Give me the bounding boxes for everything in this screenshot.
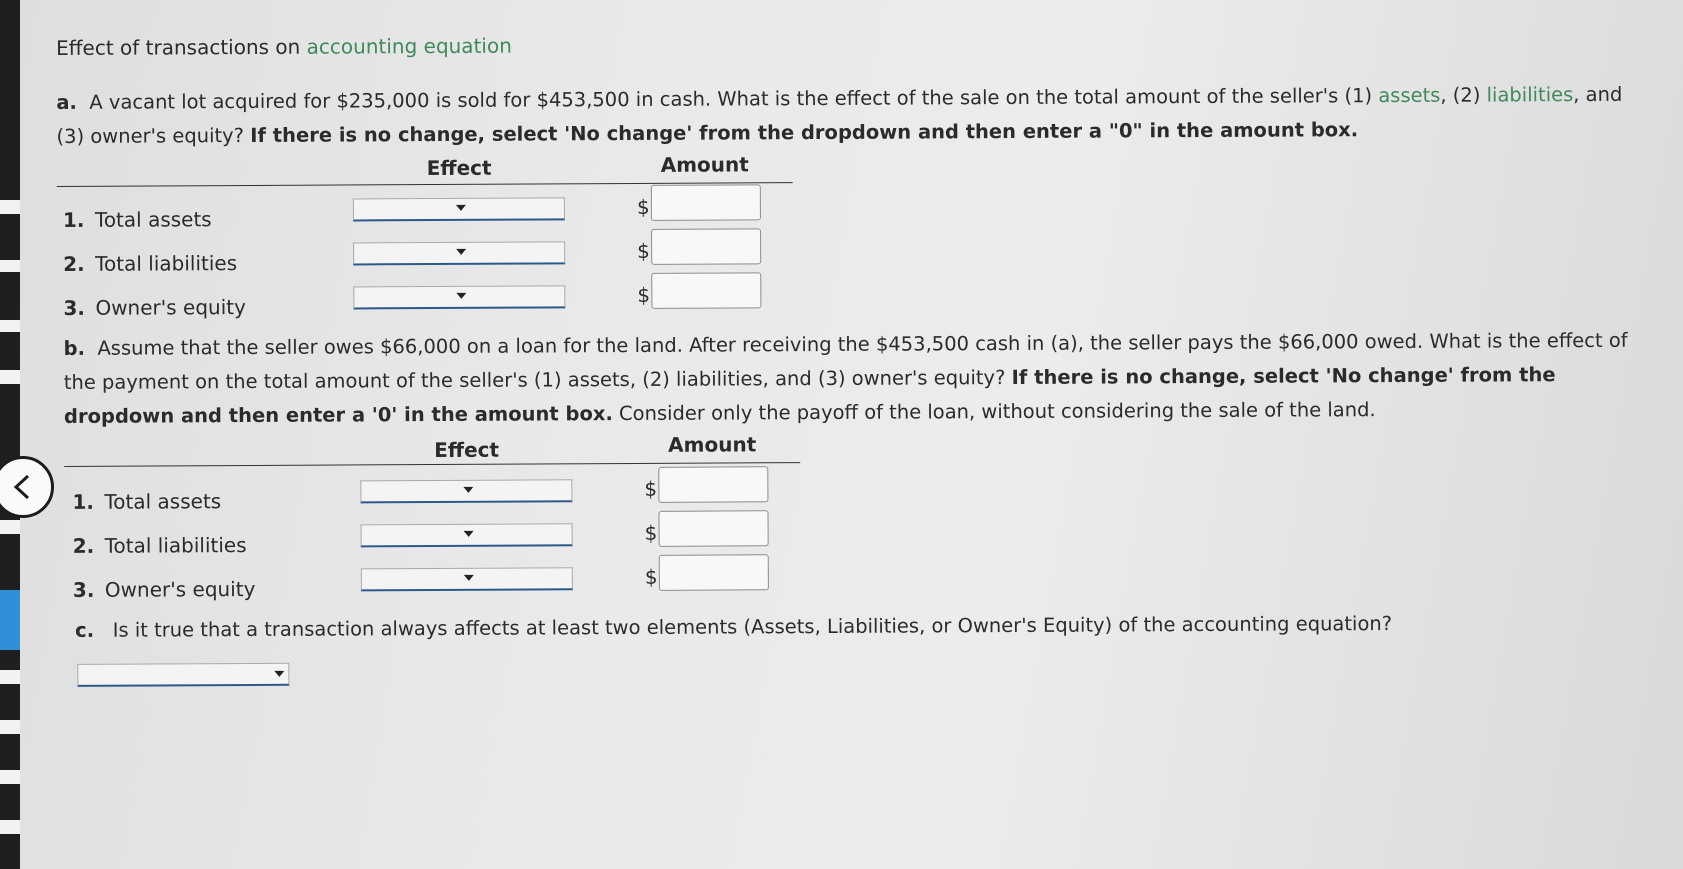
caret-down-icon — [463, 487, 473, 493]
caret-down-icon — [274, 671, 284, 677]
row-b-total-liabilities — [73, 533, 247, 558]
row-number: 1. — [62, 207, 85, 232]
row-number: 3. — [72, 577, 95, 602]
page-title — [56, 34, 512, 60]
currency-symbol: $ — [644, 564, 658, 589]
caret-down-icon — [464, 531, 474, 537]
answer-dropdown-c[interactable] — [77, 663, 289, 687]
row-label: Owner's equity — [95, 295, 246, 320]
part-b-text: Assume that the seller owes $66,000 on a loan for the land. After receiving the $453,500 cash in (a), the seller pays the $66,000 owed. What is the effect of the payment on the total amount of the seller's (1) assets, (2) liabilities, and (3) owner's equity? — [63, 328, 1628, 394]
caret-down-icon — [456, 205, 466, 211]
row-number: 1. — [72, 489, 95, 514]
currency-symbol: $ — [636, 194, 650, 219]
row-b-owners-equity — [73, 577, 256, 602]
row-label: Owner's equity — [104, 576, 256, 602]
part-c-marker: c. — [75, 618, 95, 642]
amount-input-b-equity[interactable] — [659, 554, 769, 591]
row-label: Total liabilities — [104, 533, 247, 558]
assets-link[interactable]: assets — [1378, 83, 1441, 108]
row-a-total-assets — [63, 207, 212, 232]
back-button[interactable] — [0, 456, 54, 518]
part-b-instruction: If there is no change, select 'No change' from the dropdown and then enter a '0' in the amount box. — [63, 363, 1556, 428]
part-a-question — [56, 78, 1636, 154]
part-a-text: A vacant lot acquired for $235,000 is sold for $453,500 in cash. What is the effect of the sale on the total amount of the seller's (1) — [89, 84, 1379, 114]
part-c-text: Is it true that a transaction always affects at least two elements (Assets, Liabilities, or Owner's Equity) of the accounting equation? — [112, 612, 1393, 642]
currency-symbol: $ — [644, 520, 658, 545]
part-a-marker: a. — [56, 90, 77, 114]
accounting-equation-link[interactable]: accounting equation — [306, 33, 512, 59]
left-edge-strip — [0, 0, 20, 869]
amount-input-a-liabilities[interactable] — [651, 228, 761, 265]
caret-down-icon — [456, 249, 466, 255]
currency-symbol: $ — [637, 282, 651, 307]
amount-input-a-assets[interactable] — [651, 184, 761, 221]
row-number: 2. — [63, 251, 85, 276]
title-text: Effect of transactions on — [56, 34, 307, 60]
effect-dropdown-b-assets[interactable] — [360, 479, 572, 503]
effect-dropdown-a-assets[interactable] — [353, 197, 565, 221]
part-a-text-end: , and (3) owner's equity? — [56, 82, 1623, 148]
part-b-marker: b. — [63, 336, 86, 360]
amount-input-b-liabilities[interactable] — [658, 510, 768, 547]
effect-dropdown-b-equity[interactable] — [361, 567, 573, 591]
effect-dropdown-a-equity[interactable] — [353, 285, 565, 309]
row-label: Total liabilities — [95, 251, 238, 276]
row-number: 2. — [72, 533, 95, 558]
row-a-total-liabilities — [63, 251, 237, 276]
chevron-left-icon — [8, 472, 38, 502]
caret-down-icon — [456, 293, 466, 299]
liabilities-link[interactable]: liabilities — [1486, 83, 1574, 107]
row-label: Total assets — [94, 207, 212, 232]
row-a-owners-equity — [63, 295, 246, 320]
amount-input-a-equity[interactable] — [651, 272, 761, 309]
amount-header-a: Amount — [660, 152, 749, 177]
currency-symbol: $ — [637, 238, 650, 263]
row-b-total-assets — [72, 489, 221, 514]
effect-header-b: Effect — [434, 437, 500, 463]
part-b-text-end: Consider only the payoff of the loan, without considering the sale of the land. — [612, 398, 1376, 426]
row-number: 3. — [63, 295, 86, 320]
part-b-question — [64, 324, 1645, 434]
effect-dropdown-a-liabilities[interactable] — [353, 241, 565, 265]
amount-header-b: Amount — [668, 432, 757, 457]
question-page — [56, 28, 1660, 836]
currency-symbol: $ — [644, 476, 658, 501]
row-label: Total assets — [104, 489, 222, 514]
part-a-instruction: If there is no change, select 'No change' from the dropdown and then enter a "0" in the amount box. — [250, 118, 1359, 147]
effect-dropdown-b-liabilities[interactable] — [361, 523, 573, 547]
effect-header-a: Effect — [426, 155, 492, 181]
part-a-text-sep: , (2) — [1440, 83, 1487, 107]
amount-input-b-assets[interactable] — [658, 466, 768, 503]
caret-down-icon — [464, 575, 474, 581]
part-c-question — [75, 606, 1655, 648]
